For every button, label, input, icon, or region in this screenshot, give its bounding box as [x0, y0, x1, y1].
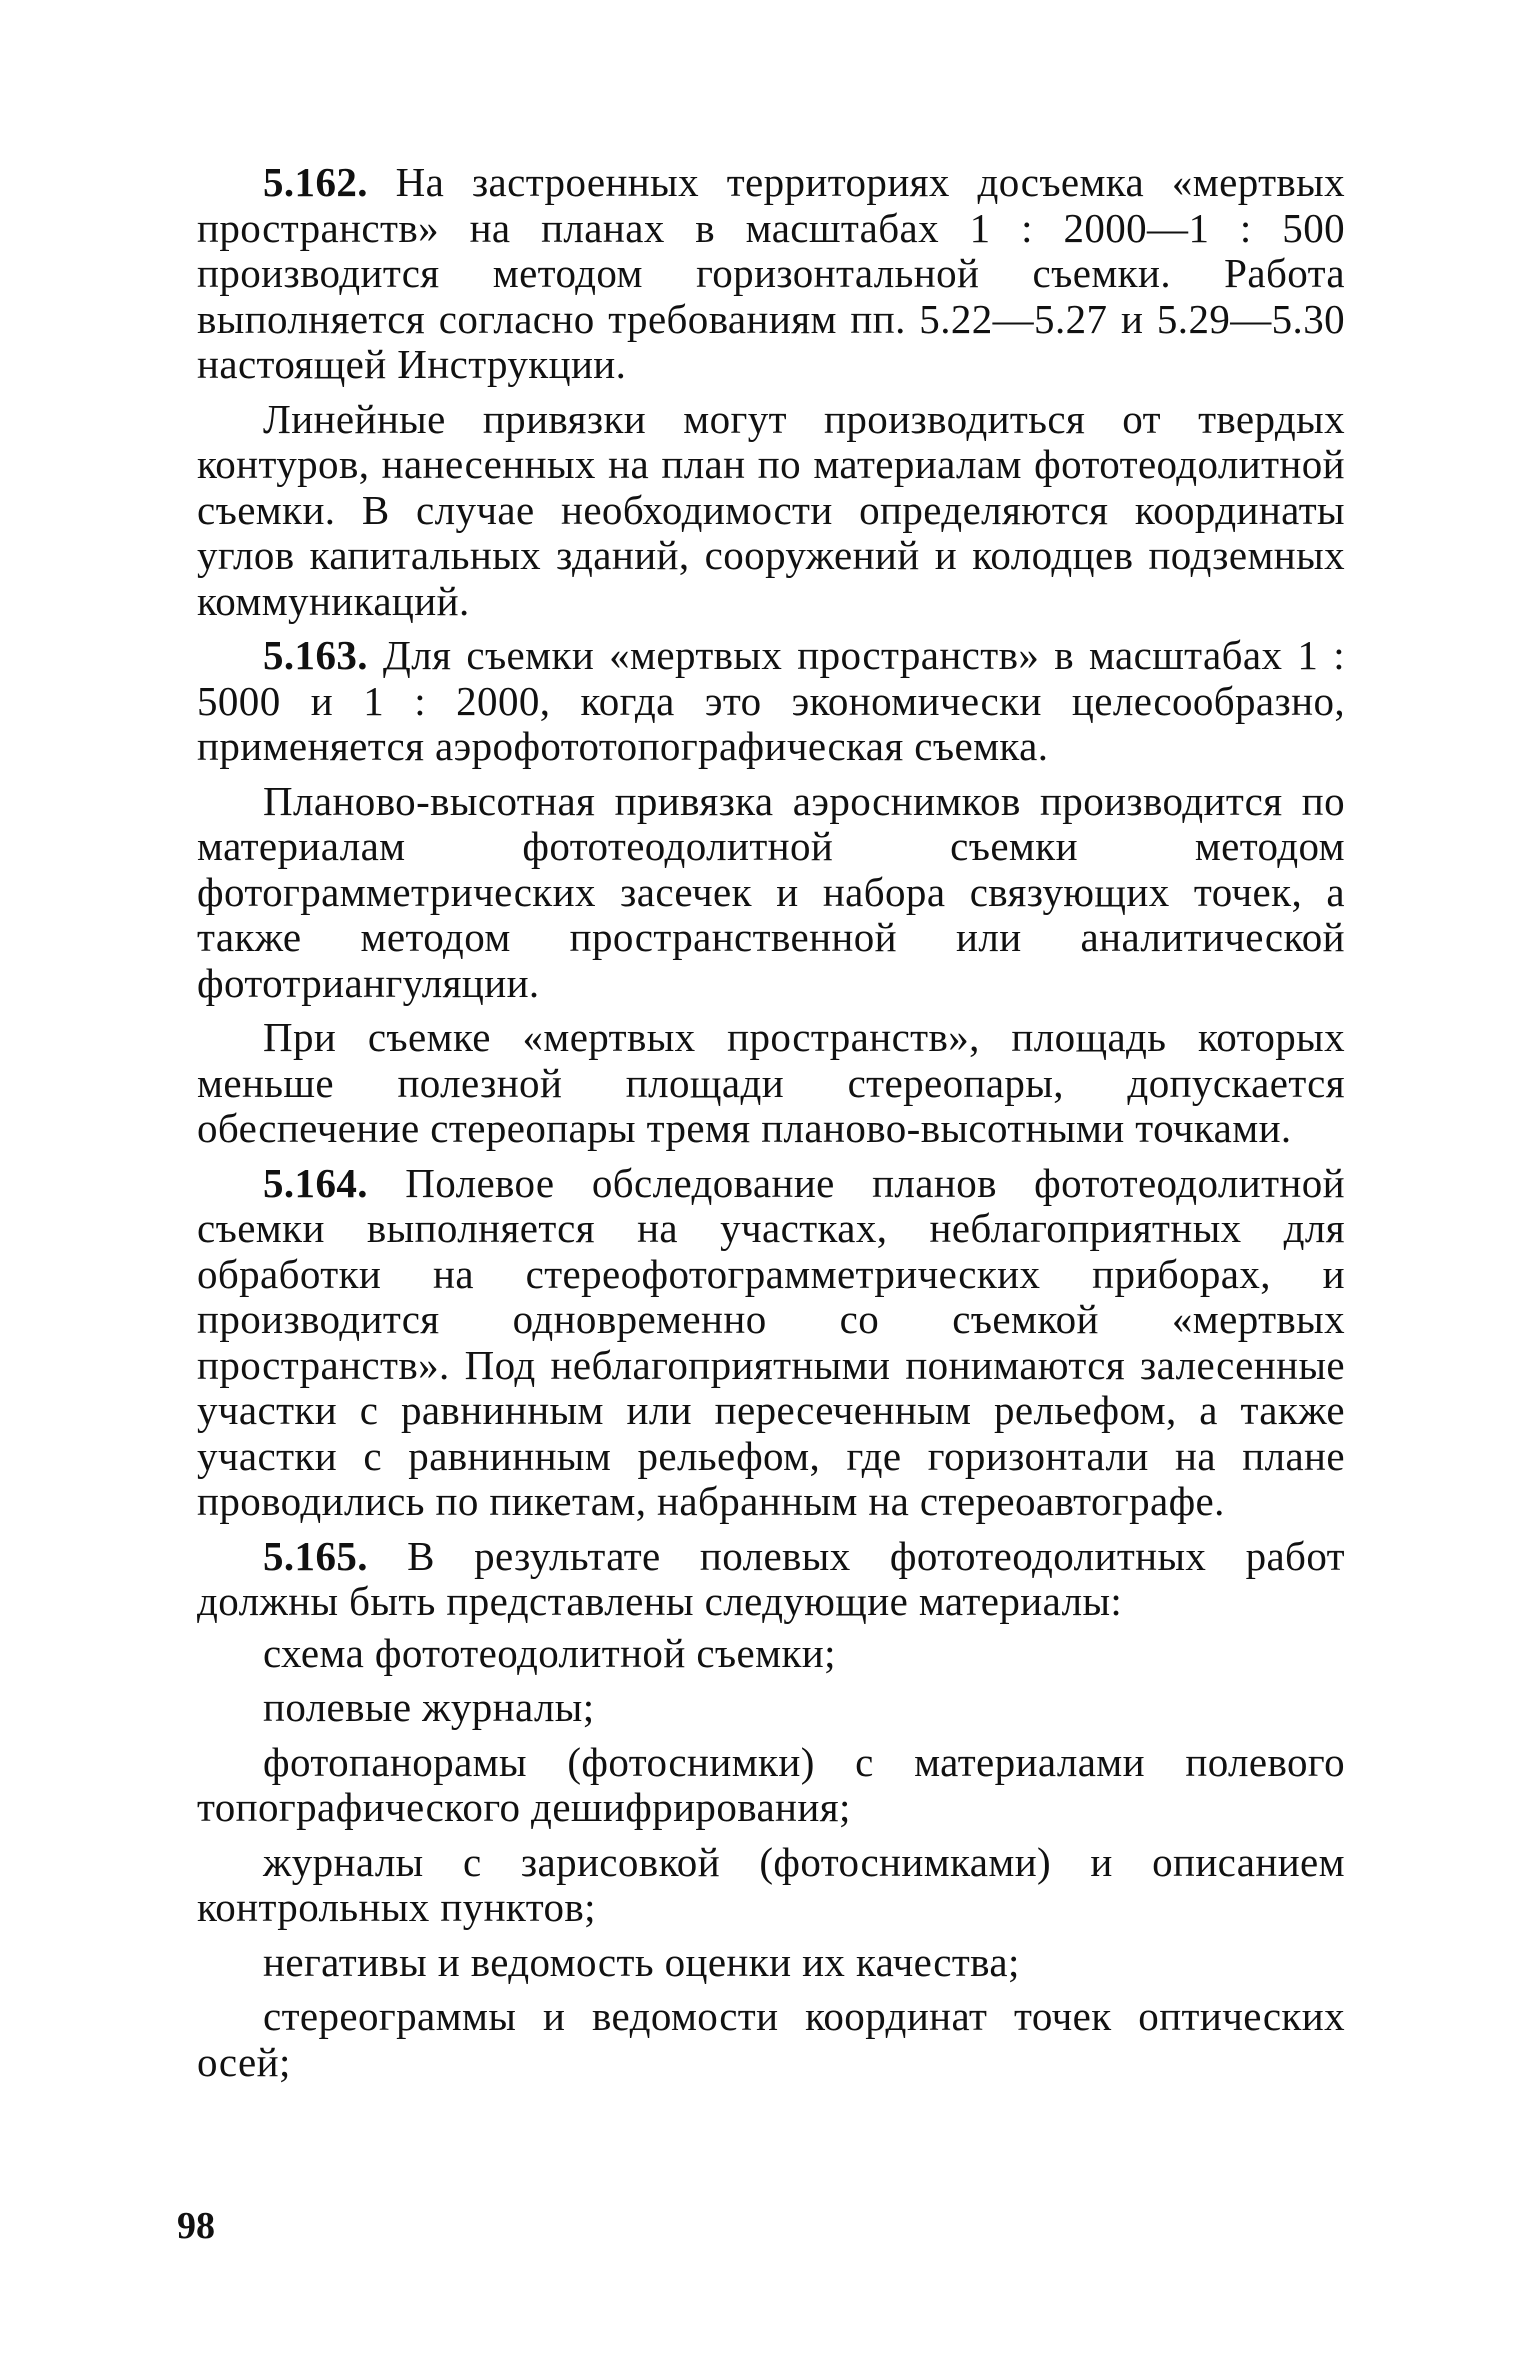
paragraph-text: В результате полевых фототеодолитных работ должны быть представлены следующие материалы:	[197, 1532, 1345, 1624]
list-item: фотопанорамы (фотоснимки) с материалами полевого топографического дешифрирования;	[197, 1738, 1345, 1830]
list-item: полевые журналы;	[263, 1684, 595, 1730]
paragraph	[197, 779, 1345, 1007]
paragraph-text: Полевое обследование планов фототеодолитной съемки выполняется на участках, неблагоприятных для обработки на стереофотограмметрических приборах, и производится одновременно со съемкой «мертвых пространств». Под неблагоприятными понимаются залесенные участки с равнинным или пересеченным рельефом, а также участки с равнинным рельефом, где горизонтали на плане проводились по пикетам, набранным на стереоавтографе.	[197, 1159, 1345, 1524]
section-number: 5.162.	[263, 159, 368, 205]
paragraph-text: Для съемки «мертвых пространств» в масштабах 1 : 5000 и 1 : 2000, когда это экономически целесообразно, применяется аэрофототопографическая съемка.	[197, 632, 1345, 769]
paragraph-text: Планово-высотная привязка аэроснимков производится по материалам фототеодолитной съемки методом фотограмметрических засечек и набора связующих точек, а также методом пространственной или аналитической фототриангуляции.	[197, 777, 1345, 1006]
page-body	[197, 160, 1345, 2094]
paragraph-text: На застроенных территориях досъемка «мертвых пространств» на планах в масштабах 1 : 2000—1 : 500 производится методом горизонтальной съемки. Работа выполняется согласно требованиям пп. 5.22—5.27 и 5.29—5.30 настоящей Инструкции.	[197, 159, 1345, 387]
paragraph-5-165	[197, 1534, 1345, 1625]
list-item: стереограммы и ведомости координат точек оптических осей;	[197, 1993, 1345, 2085]
paragraph-5-162	[197, 160, 1345, 388]
paragraph-5-163	[197, 633, 1345, 770]
section-number: 5.163.	[263, 632, 368, 678]
list-item: схема фототеодолитной съемки;	[263, 1629, 836, 1676]
materials-list	[197, 1631, 1345, 2086]
paragraph-5-164	[197, 1161, 1345, 1525]
page-number: 98	[177, 2205, 215, 2247]
section-number: 5.165.	[263, 1532, 368, 1579]
paragraph	[197, 1015, 1345, 1152]
paragraph-text: Линейные привязки могут производиться от твердых контуров, нанесенных на план по материалам фототеодолитной съемки. В случае необходимости определяются координаты углов капитальных зданий, сооружений и колодцев подземных коммуникаций.	[197, 395, 1345, 624]
list-item: журналы с зарисовкой (фотоснимками) и описанием контрольных пунктов;	[197, 1838, 1345, 1930]
list-item: негативы и ведомость оценки их качества;	[263, 1938, 1020, 1985]
paragraph	[197, 397, 1345, 625]
section-number: 5.164.	[263, 1159, 368, 1206]
paragraph-text: При съемке «мертвых пространств», площадь которых меньше полезной площади стереопары, допускается обеспечение стереопары тремя планово-высотными точками.	[197, 1014, 1345, 1151]
